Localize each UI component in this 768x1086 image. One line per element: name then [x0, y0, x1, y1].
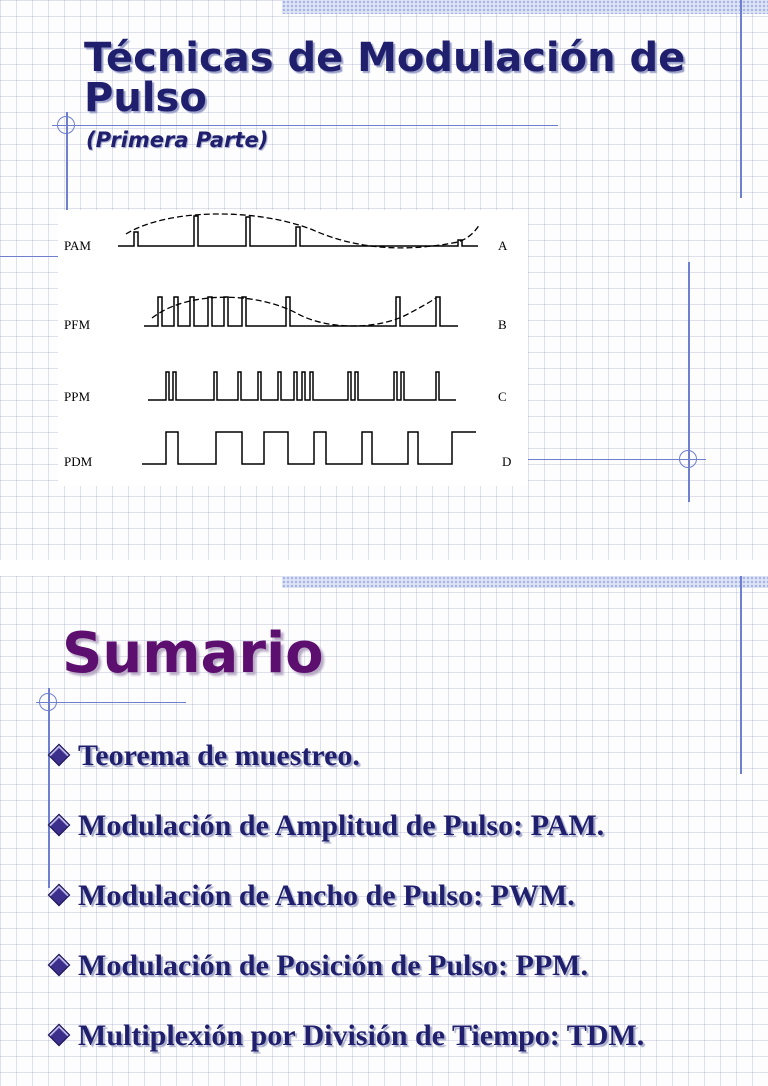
- crosshair-icon: [57, 116, 75, 134]
- row-label-pdm: PDM: [64, 454, 93, 469]
- list-item: [48, 736, 644, 806]
- decor-vertical-line: [740, 576, 742, 774]
- crosshair-icon: [679, 450, 697, 468]
- row-letter-a: A: [498, 238, 508, 253]
- list-item-text: Modulación de Amplitud de Pulso: PAM.: [78, 809, 605, 842]
- sumario-title: Sumario: [62, 621, 324, 686]
- row-letter-c: C: [498, 389, 507, 404]
- pfm-waveform: [144, 297, 458, 326]
- row-label-pam: PAM: [64, 238, 91, 253]
- diamond-bullet-icon: [48, 1024, 71, 1047]
- summary-list: [48, 736, 644, 1086]
- page-subtitle: (Primera Parte): [86, 128, 269, 152]
- decor-horizontal-line: [0, 256, 58, 257]
- pam-waveform: [118, 216, 478, 246]
- row-letter-b: B: [498, 317, 507, 332]
- dotted-header-bar: [282, 0, 768, 14]
- list-item-text: Multiplexión por División de Tiempo: TDM.: [78, 1019, 645, 1052]
- ppm-waveform: [148, 372, 456, 400]
- pulse-modulation-diagram: [58, 210, 528, 486]
- list-item: [48, 876, 644, 946]
- decor-horizontal-line: [52, 125, 558, 126]
- pdm-waveform: [142, 432, 476, 464]
- page-title: Técnicas de Modulación de Pulso: [84, 35, 686, 121]
- pam-envelope: [126, 214, 480, 248]
- pulse-waveforms: [58, 210, 528, 486]
- slide-separator: [0, 560, 768, 576]
- list-item: [48, 806, 644, 876]
- crosshair-icon: [39, 693, 57, 711]
- diamond-bullet-icon: [48, 744, 71, 767]
- diamond-bullet-icon: [48, 954, 71, 977]
- diamond-bullet-icon: [48, 814, 71, 837]
- decor-horizontal-line: [36, 702, 186, 703]
- list-item-text: Teorema de muestreo.: [78, 739, 360, 772]
- row-label-ppm: PPM: [64, 389, 91, 404]
- list-item: [48, 1016, 644, 1086]
- list-item-text: Modulación de Ancho de Pulso: PWM.: [78, 879, 575, 912]
- list-item: [48, 946, 644, 1016]
- row-letter-d: D: [502, 454, 512, 469]
- list-item-text: Modulación de Posición de Pulso: PPM.: [78, 949, 588, 982]
- diamond-bullet-icon: [48, 884, 71, 907]
- dotted-header-bar: [282, 576, 768, 588]
- row-label-pfm: PFM: [64, 317, 91, 332]
